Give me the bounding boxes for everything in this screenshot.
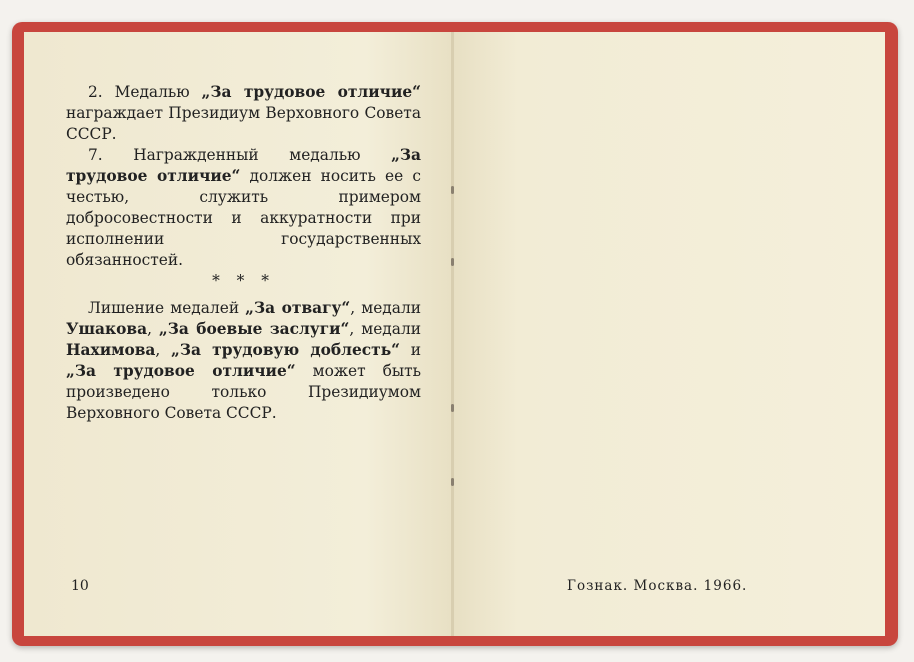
medal-name: „За трудовое отличие“: [201, 83, 421, 101]
medal-name: „За трудовое отличие“: [66, 146, 421, 185]
medal-name: „За трудовую доблесть“: [171, 341, 400, 359]
paragraph-revocation: [66, 298, 421, 424]
printer-imprint: Гознак. Москва. 1966.: [567, 578, 748, 594]
medal-name: „За отвагу“: [245, 299, 351, 317]
medal-name: Ушакова: [66, 320, 148, 338]
binding-stitch: [451, 404, 454, 412]
text-fragment: ,: [147, 320, 159, 338]
paragraph-2: [66, 82, 421, 145]
text-fragment: , медали: [349, 320, 421, 338]
para-number: 7. Награжденный медалью: [88, 146, 392, 164]
section-divider-stars: * * *: [212, 272, 275, 290]
text-fragment: может быть произведено только Президиумом Верховного Совета СССР.: [66, 362, 421, 422]
medal-name: „За трудовое отличие“: [66, 362, 296, 380]
para-text: должен носить ее с честью, служить примером добросовестности и аккуратности при исполнении государственных обязанностей.: [66, 167, 421, 269]
left-page-text: [66, 82, 421, 424]
binding-stitch: [451, 186, 454, 194]
medal-name: „За боевые заслуги“: [158, 320, 350, 338]
para-text: награждает Президиум Верховного Совета СССР.: [66, 104, 421, 143]
para-number: 2. Медалью: [88, 83, 202, 101]
text-fragment: Лишение медалей: [88, 299, 246, 317]
right-page: [453, 32, 885, 636]
medal-name: Нахимова: [66, 341, 156, 359]
binding-stitch: [451, 258, 454, 266]
text-fragment: и: [400, 341, 421, 359]
binding-stitch: [451, 478, 454, 486]
book-gutter: [451, 32, 454, 636]
text-fragment: , медали: [350, 299, 421, 317]
paragraph-7: [66, 145, 421, 271]
page-number: 10: [71, 578, 89, 594]
text-fragment: ,: [155, 341, 172, 359]
